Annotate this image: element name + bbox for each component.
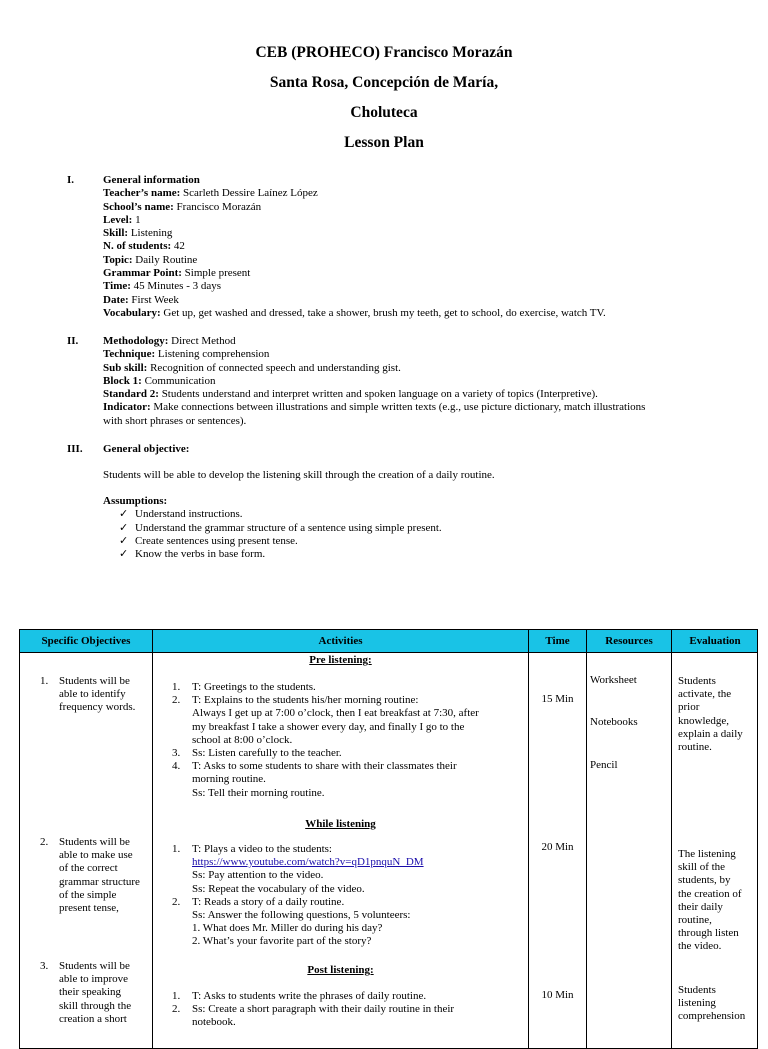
assumption-item: ✓ Understand the grammar structure of a sentence using simple present. (119, 521, 442, 534)
general-objective-heading: General objective: (103, 443, 190, 455)
field-indicator-continued: with short phrases or sentences). (103, 414, 247, 427)
field-technique: Technique: Listening comprehension (103, 348, 270, 361)
post-listening-activities: 1. T: Asks to students write the phrases of daily routine. 2. Ss: Create a short paragraph with their daily routine in their notebook. (172, 990, 522, 1030)
column-divider (671, 630, 672, 1048)
pre-listening-activities: 1. T: Greetings to the students. 2. T: Explains to the students his/her morning routine: Always I get up at 7:00 o’clock, then I eat breakfast at 7:30, after my breakfast I take a shower every day, and finally I go to the school at 8:00 o’clock. 3. Ss: Listen carefully to the teacher. 4. T: Asks to some students to share with their classmates their morning routine. Ss: Tell their morning routine. (172, 681, 522, 800)
field-date: Date: First Week (103, 293, 179, 306)
activity-item: 2. T: Explains to the students his/her morning routine: (172, 694, 419, 707)
assumption-item: ✓ Create sentences using present tense. (119, 534, 298, 547)
header-time: Time (545, 635, 570, 647)
phase-pre-listening: Pre listening: (309, 654, 372, 666)
general-objective-text: Students will be able to develop the listening skill through the creation of a daily routine. (103, 469, 495, 481)
region-title: Choluteca (350, 104, 418, 121)
activity-item: 1. T: Plays a video to the students: (172, 843, 332, 855)
time-value: 20 Min (541, 841, 574, 853)
field-sub-skill: Sub skill: Recognition of connected speech and understanding gist. (103, 361, 401, 374)
general-objective-section (103, 443, 189, 456)
field-time: Time: 45 Minutes - 3 days (103, 280, 222, 293)
resource-item: Notebooks (590, 716, 638, 728)
field-grammar-point: Grammar Point: Simple present (103, 267, 251, 280)
field-number-of-students: N. of students: 42 (103, 240, 185, 253)
field-teacher-name: Teacher’s name: Scarleth Dessire Laínez López (103, 187, 318, 200)
field-indicator: Indicator: Make connections between illustrations and simple written texts (e.g., use picture dictionary, match illustrations (103, 401, 646, 414)
table-header-row (20, 630, 757, 653)
header-evaluation: Evaluation (689, 635, 741, 647)
objective-item: 3. Students will be able to improve their speaking skill through the creation a short (40, 960, 132, 1025)
assumptions-heading: Assumptions: (103, 495, 168, 507)
field-school-name: School’s name: Francisco Morazán (103, 200, 262, 213)
field-vocabulary: Vocabulary: Get up, get washed and dressed, take a shower, brush my teeth, get to school, do exercise, watch TV. (103, 306, 606, 319)
evaluation-item: Students listening comprehension (678, 984, 746, 1023)
objective-item: 2. Students will be able to make use of the correct grammar structure of the simple present tense, (40, 836, 140, 915)
field-topic: Topic: Daily Routine (103, 253, 198, 266)
activity-item: 3. Ss: Listen carefully to the teacher. (172, 747, 342, 760)
checkmark-icon: ✓ (119, 508, 129, 521)
resource-item: Worksheet (590, 674, 637, 686)
field-methodology: Methodology: Direct Method (103, 335, 236, 347)
assumptions-block (103, 495, 442, 561)
general-information-section (103, 174, 606, 320)
objective-item: 1. Students will be able to identify frequency words. (40, 675, 136, 714)
checkmark-icon: ✓ (119, 521, 129, 534)
assumption-item: ✓ Understand instructions. (119, 508, 243, 521)
header-resources: Resources (605, 635, 653, 647)
time-value: 10 Min (541, 989, 574, 1001)
location-title: Santa Rosa, Concepción de María, (269, 74, 499, 91)
resource-item: Pencil (590, 759, 618, 771)
activity-item: 1. T: Asks to students write the phrases of daily routine. (172, 990, 427, 1002)
activity-item: 2. T: Reads a story of a daily routine. (172, 895, 345, 908)
methodology-section (103, 335, 645, 428)
activity-item: 2. Ss: Create a short paragraph with their daily routine in their (172, 1003, 455, 1016)
phase-while-listening: While listening (305, 818, 376, 830)
activity-item: 1. T: Greetings to the students. (172, 681, 316, 693)
activity-item: 4. T: Asks to some students to share with their classmates their (172, 760, 457, 773)
assumption-item: ✓ Know the verbs in base form. (119, 548, 266, 561)
header-specific-objectives: Specific Objectives (41, 635, 131, 647)
video-link[interactable]: https://www.youtube.com/watch?v=qD1pnquN_DM (192, 856, 424, 869)
field-skill: Skill: Listening (103, 227, 173, 240)
time-value: 15 Min (541, 693, 574, 705)
lesson-activities-table (19, 629, 758, 1049)
while-listening-activities: 1. T: Plays a video to the students: https://www.youtube.com/watch?v=qD1pnquN_DM Ss: Pay attention to the video. Ss: Repeat the vocabulary of the video. 2. T: Reads a story of a daily routine. Ss: Answer the following questions, 5 volunteers: 1. What does Mr. Miller do during his day? 2. What’s your favorite part of the story? (172, 843, 522, 949)
column-divider (152, 630, 153, 1048)
section-2-numeral: II. (67, 335, 79, 347)
general-information-heading: General information (103, 174, 200, 186)
field-block: Block 1: Communication (103, 374, 216, 387)
section-1-numeral: I. (67, 174, 75, 186)
checkmark-icon: ✓ (119, 548, 129, 561)
field-level: Level: 1 (103, 213, 141, 226)
evaluation-item: Students activate, the prior knowledge, explain a daily routine. (678, 675, 743, 754)
section-3-numeral: III. (67, 443, 83, 455)
field-standard: Standard 2: Students understand and interpret written and spoken language on a variety of topics (Interpretive). (103, 388, 598, 401)
header-activities: Activities (318, 635, 363, 647)
column-divider (586, 630, 587, 1048)
school-title: CEB (PROHECO) Francisco Morazán (255, 44, 513, 61)
phase-post-listening: Post listening: (307, 964, 374, 976)
evaluation-item: The listening skill of the students, by the creation of their daily routine, through listen the video. (678, 848, 742, 953)
document-title: Lesson Plan (344, 134, 424, 151)
checkmark-icon: ✓ (119, 534, 129, 547)
